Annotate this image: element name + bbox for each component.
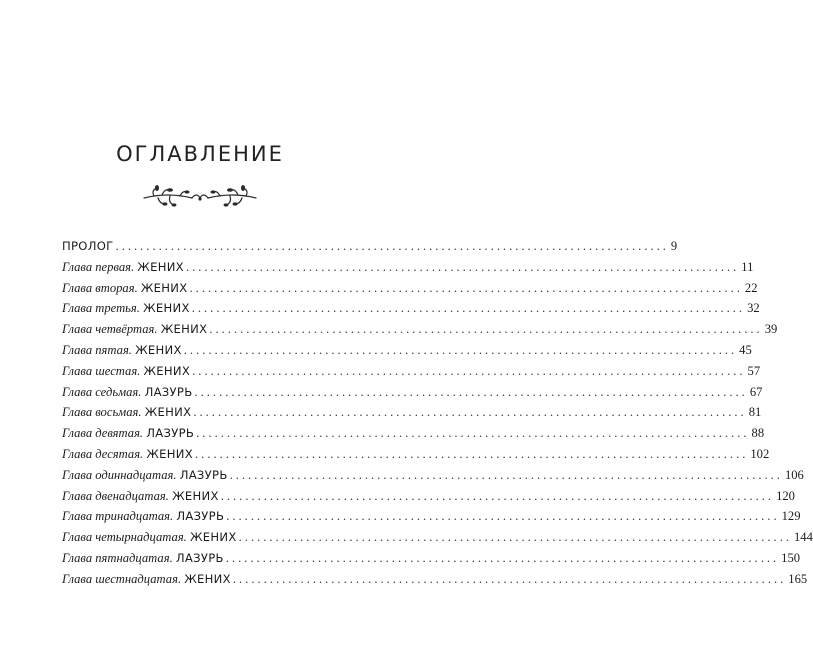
chapter-number: Глава первая. [62,259,135,274]
dot-leader: .......................................................................................... [194,384,748,399]
dot-leader: .......................................................................................... [193,405,747,420]
toc-entry [62,298,760,319]
toc-entry [62,423,765,444]
dot-leader: .......................................................................................... [192,363,746,378]
toc-entry-label [62,361,190,382]
toc-entry [62,548,801,569]
toc-entry-label [62,298,190,319]
chapter-number: Глава одиннадцатая. [62,467,177,482]
chapter-number: Глава двенадцатая. [62,488,169,503]
page-number: 81 [748,405,762,420]
toc-entry-label [62,236,114,257]
chapter-number: Глава вторая. [62,280,138,295]
chapter-number: Глава четвёртая. [62,322,158,337]
toc-entry [62,402,762,423]
chapter-title: ЖЕНИХ [189,530,237,545]
toc-entry [62,340,752,361]
floral-vine-divider-icon [140,180,260,216]
page-number: 57 [747,363,761,378]
chapter-title: ЖЕНИХ [160,322,208,337]
chapter-number: Глава четырнадцатая. [62,530,187,545]
page-number: 9 [670,239,678,253]
page-number: 129 [781,509,801,524]
chapter-title: ЛАЗУРЬ [179,467,228,482]
page-number: 32 [747,301,760,316]
dot-leader: .......................................................................................... [183,342,738,357]
toc-entry [62,444,770,465]
toc-entry-label [62,569,231,590]
chapter-title: ЛАЗУРЬ [176,509,225,524]
chapter-number: Глава шестнадцатая. [62,571,182,586]
toc-entry [62,278,758,299]
page-number: 120 [776,488,795,503]
chapter-number: Глава восьмая. [62,405,142,420]
toc-entry [62,361,761,382]
chapter-title: ЖЕНИХ [172,488,219,503]
toc-entry-label [62,382,192,403]
chapter-number: Глава пятнадцатая. [62,550,173,565]
dot-leader: .......................................................................................... [226,509,780,524]
dot-leader: .......................................................................................... [196,426,750,441]
chapter-title: ЖЕНИХ [184,571,231,586]
chapter-title: ЖЕНИХ [146,446,194,461]
toc-entry [62,569,808,590]
chapter-title: ЛАЗУРЬ [144,384,193,399]
chapter-title: ЖЕНИХ [143,363,191,378]
chapter-number: Глава шестая. [62,363,141,378]
page-number: 106 [784,467,804,482]
toc-entry [62,236,678,257]
toc-entry-label [62,486,219,507]
page-number: 39 [764,322,778,337]
toc-entry [62,257,754,278]
chapter-title: ПРОЛОГ [62,239,114,253]
toc-entry [62,319,778,340]
toc-entry-label [62,548,224,569]
chapter-title: ЖЕНИХ [135,342,182,357]
toc-entry [62,506,801,527]
page-number: 165 [788,571,808,586]
dot-leader: .......................................................................................... [191,301,746,316]
toc-entry [62,465,804,486]
page-number: 22 [744,280,758,295]
page-number: 150 [781,550,801,565]
chapter-title: ЖЕНИХ [140,280,188,295]
chapter-number: Глава девятая. [62,426,144,441]
page-number: 88 [751,426,765,441]
toc-entry-label [62,402,191,423]
toc-entry-label [62,278,188,299]
dot-leader: .......................................................................................... [220,488,775,503]
dot-leader: .......................................................................................... [189,280,743,295]
toc-entry-label [62,527,237,548]
dot-leader: .......................................................................................... [232,571,787,586]
dot-leader: .......................................................................................... [229,467,783,482]
toc-entry-label [62,423,194,444]
page-number: 11 [741,259,754,274]
dot-leader: .......................................................................................... [115,239,669,253]
toc-entry-label [62,444,193,465]
chapter-number: Глава седьмая. [62,384,142,399]
chapter-title: ЖЕНИХ [137,259,184,274]
toc-entry-label [62,257,184,278]
chapter-title: ЛАЗУРЬ [175,550,224,565]
page-title: ОГЛАВЛЕНИЕ [116,142,284,166]
page-number: 67 [749,384,763,399]
dot-leader: .......................................................................................... [209,322,763,337]
toc-entry-label [62,465,228,486]
chapter-number: Глава тринадцатая. [62,509,174,524]
page-number: 144 [794,530,813,545]
chapter-title: ЖЕНИХ [143,301,190,316]
dot-leader: .......................................................................................... [238,530,792,545]
toc-entry [62,382,763,403]
chapter-title: ЛАЗУРЬ [146,426,195,441]
toc-entry [62,486,795,507]
toc-entry-label [62,319,207,340]
dot-leader: .......................................................................................... [225,550,780,565]
chapter-number: Глава третья. [62,301,140,316]
toc-entry-label [62,506,224,527]
dot-leader: .......................................................................................... [195,446,749,461]
page-number: 102 [750,446,770,461]
page-number: 45 [739,342,752,357]
toc-entry [62,527,813,548]
toc-entry-label [62,340,182,361]
chapter-number: Глава десятая. [62,446,144,461]
chapter-title: ЖЕНИХ [144,405,192,420]
table-of-contents [62,236,813,590]
chapter-number: Глава пятая. [62,342,132,357]
dot-leader: .......................................................................................... [185,259,740,274]
